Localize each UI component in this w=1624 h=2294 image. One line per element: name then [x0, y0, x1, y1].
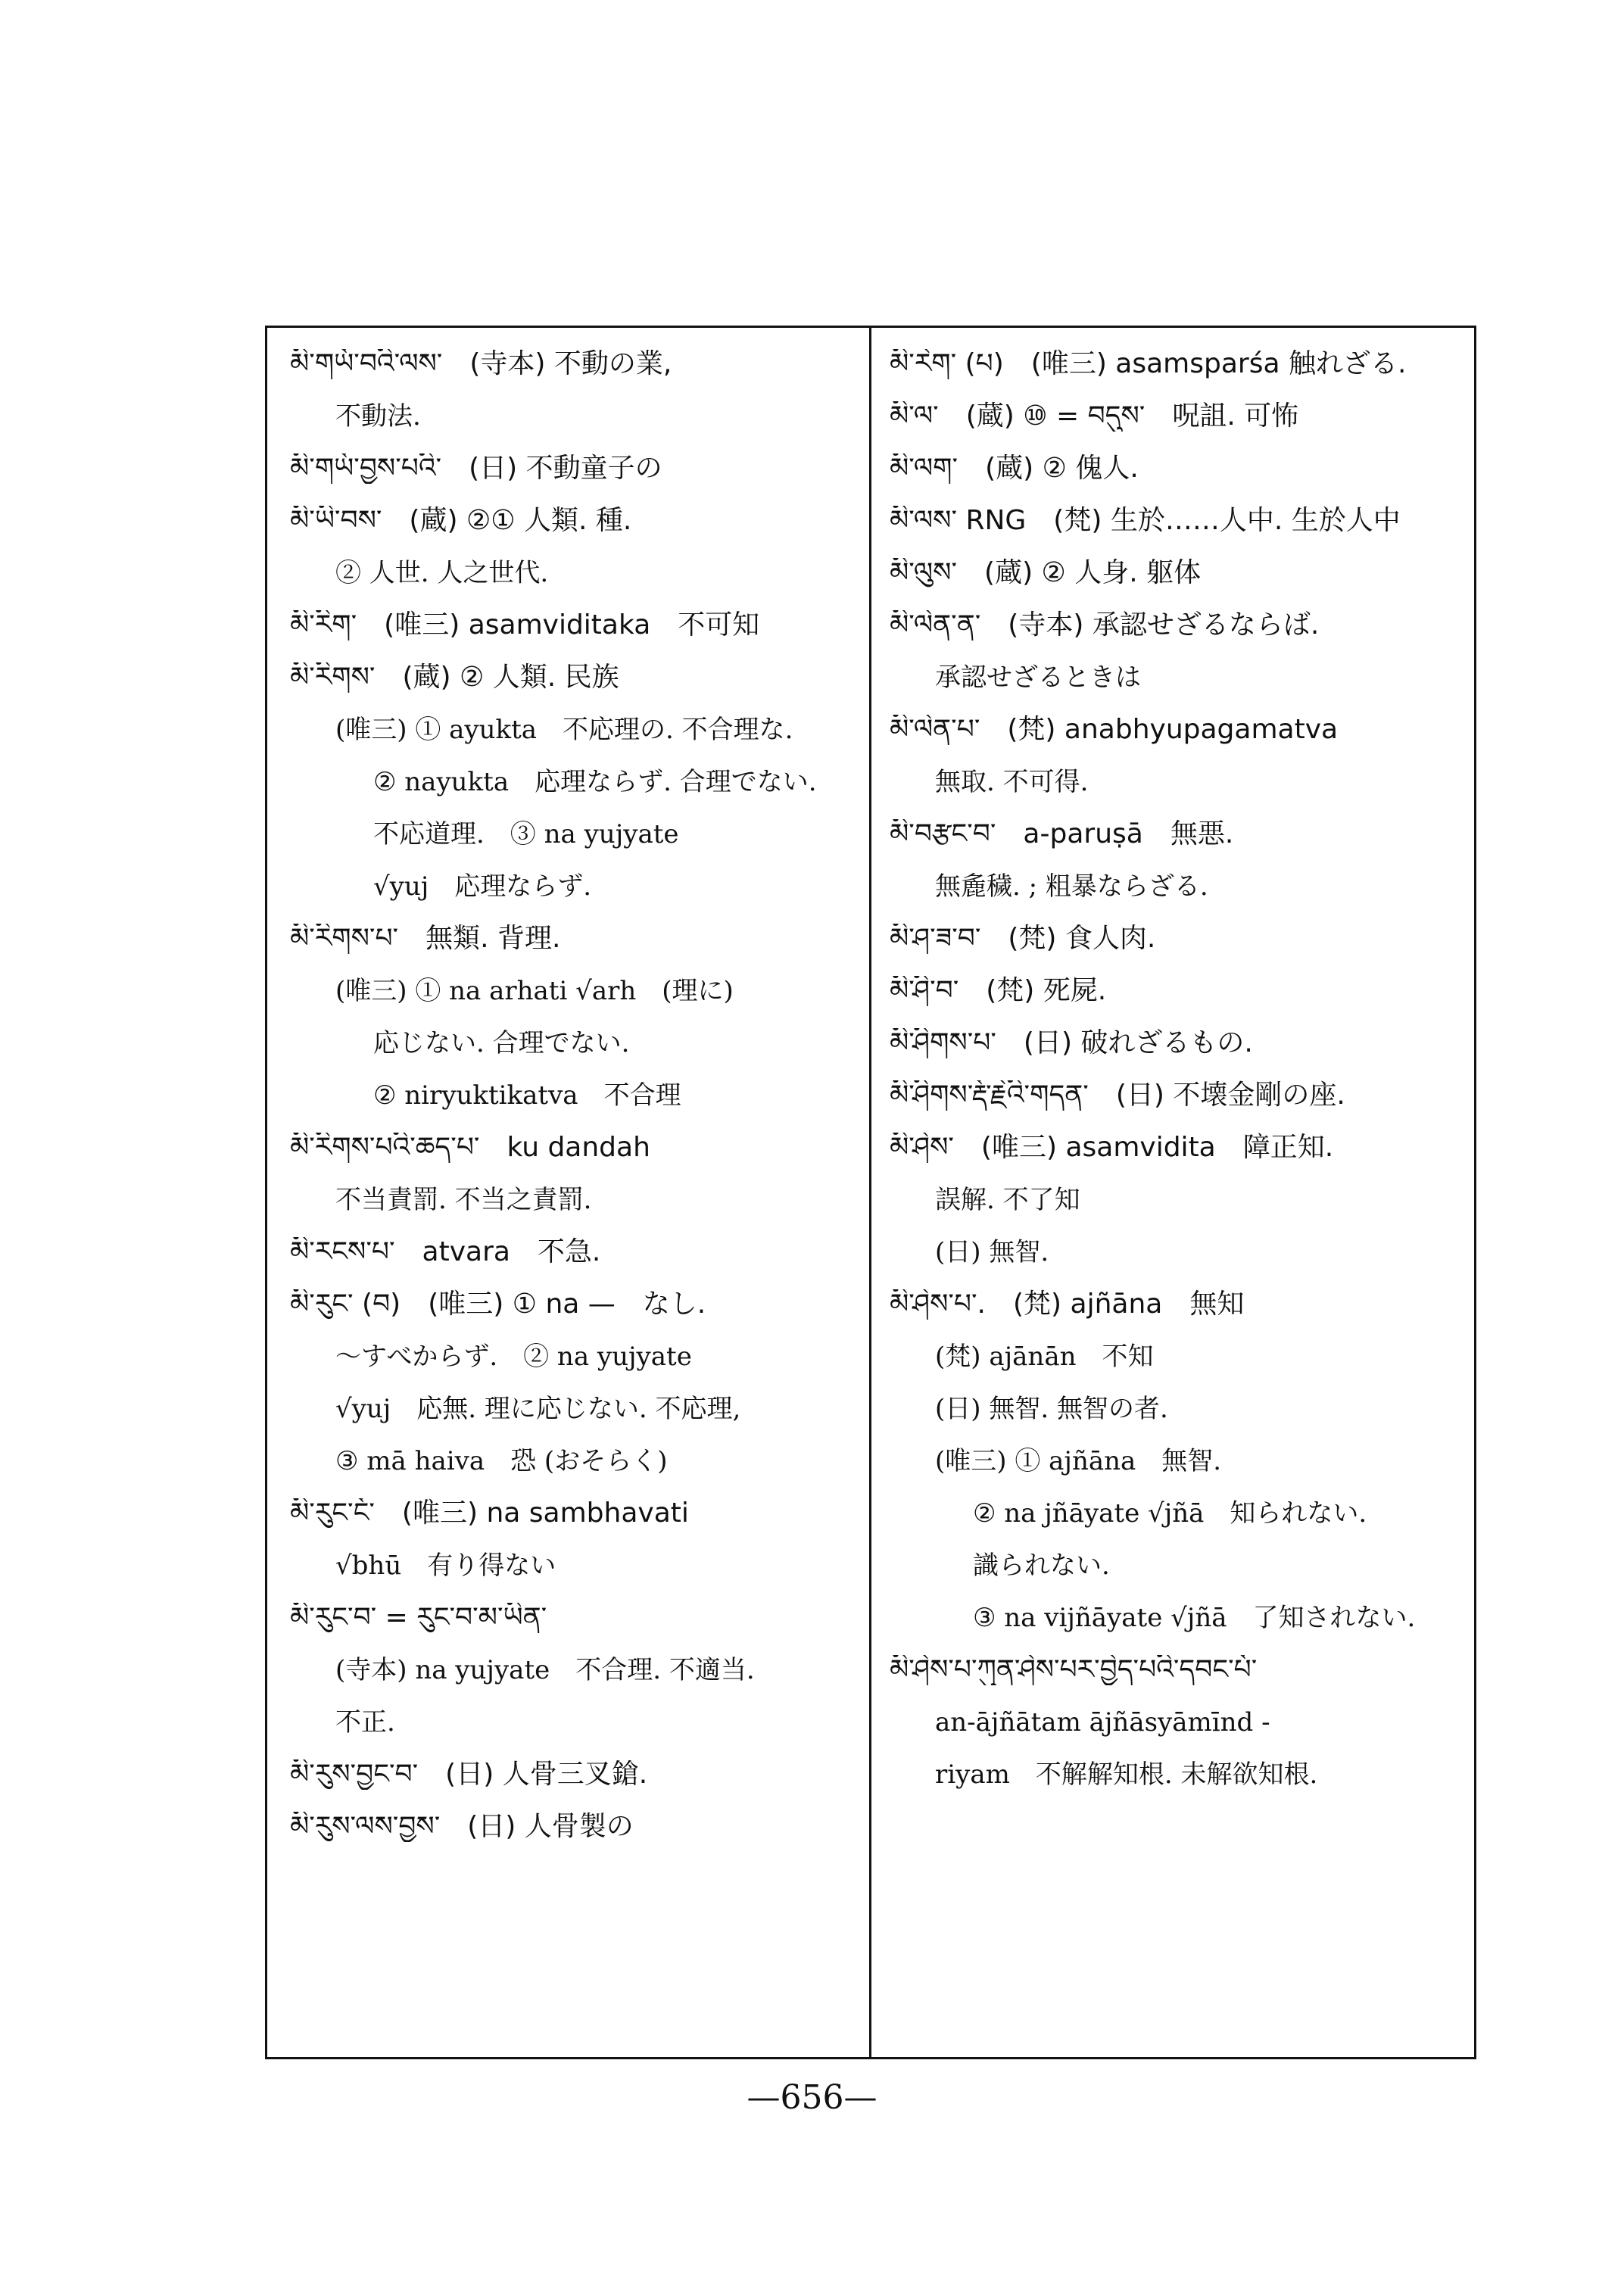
- dictionary-definition: ② nayukta 応理ならず. 合理でない.: [373, 767, 817, 797]
- dictionary-definition: √yuj 応無. 理に応じない. 不応理,: [335, 1394, 741, 1424]
- dictionary-definition: 不動法.: [335, 401, 421, 432]
- dictionary-definition: ② niryuktikatva 不合理: [373, 1080, 681, 1111]
- dictionary-headword: མི་ལས་ RNG (梵) 生於……人中. 生於人中: [890, 506, 1401, 536]
- dictionary-headword: མི་ཡི་བས་ (蔵) ②① 人類. 種.: [290, 506, 632, 536]
- dictionary-headword: མི་རིགས་པའི་ཆད་པ་ ku dandah: [290, 1133, 650, 1163]
- dictionary-headword: མི་ཤེས་ (唯三) asamvidita 障正知.: [890, 1133, 1334, 1163]
- dictionary-definition: (日) 無智.: [935, 1237, 1049, 1267]
- dictionary-definition: 識られない.: [973, 1551, 1110, 1581]
- dictionary-definition: (唯三) ① na arhati √arh (理に): [335, 976, 734, 1006]
- dictionary-definition: 不当責罰. 不当之責罰.: [335, 1185, 592, 1215]
- dictionary-headword: མི་རིགས་ (蔵) ② 人類. 民族: [290, 662, 619, 693]
- dictionary-definition: 承認せざるときは: [935, 662, 1141, 693]
- dictionary-headword: མི་རུང་ངོ་ (唯三) na sambhavati: [290, 1498, 689, 1529]
- dictionary-headword: མི་རུས་ལས་བྱས་ (日) 人骨製の: [290, 1812, 634, 1842]
- dictionary-headword: མི་ཤ་ཟ་བ་ (梵) 食人肉.: [890, 924, 1156, 954]
- dictionary-headword: མི་ཤིགས་རྡོ་རྗེའི་གདན་ (日) 不壊金剛の座.: [890, 1080, 1345, 1111]
- dictionary-headword: མི་རུས་བྱང་བ་ (日) 人骨三叉鎗.: [290, 1759, 648, 1790]
- dictionary-headword: མི་བརྩང་བ་ a-paruṣā 無悪.: [890, 819, 1234, 849]
- dictionary-headword: མི་ལུས་ (蔵) ② 人身. 躯体: [890, 558, 1202, 588]
- dictionary-headword: མི་ལེན་ན་ (寺本) 承認せざるならば.: [890, 610, 1320, 641]
- dictionary-headword: མི་རེག་ (པ) (唯三) asamsparśa 触れざる.: [890, 349, 1407, 379]
- column-divider: [869, 328, 871, 2057]
- dictionary-definition: √bhū 有り得ない: [335, 1551, 556, 1581]
- left-column: [290, 349, 865, 1864]
- dictionary-headword: མི་ཤེས་པ་. (梵) ajñāna 無知: [890, 1289, 1245, 1320]
- dictionary-headword: མི་གཡོ་བའི་ལས་ (寺本) 不動の業,: [290, 349, 672, 379]
- dictionary-headword: མི་རིགས་པ་ 無類. 背理.: [290, 924, 561, 954]
- dictionary-definition: 〜すべからず. ② na yujyate: [335, 1342, 692, 1372]
- dictionary-headword: མི་ཤི་བ་ (梵) 死屍.: [890, 976, 1107, 1006]
- dictionary-definition: ③ mā haiva 恐 (おそらく): [335, 1446, 668, 1476]
- dictionary-definition: 不応道理. ③ na yujyate: [373, 819, 679, 849]
- dictionary-definition: 不正.: [335, 1707, 395, 1738]
- dictionary-definition: 無取. 不可得.: [935, 767, 1089, 797]
- dictionary-definition: an-ājñātam ājñāsyāmīnd -: [935, 1707, 1270, 1738]
- dictionary-headword: མི་རུང་བ་ = རུང་བ་མ་ཡིན་: [290, 1603, 547, 1633]
- dictionary-headword: མི་རངས་པ་ atvara 不急.: [290, 1237, 601, 1267]
- dictionary-definition: (唯三) ① ajñāna 無智.: [935, 1446, 1222, 1476]
- dictionary-definition: 応じない. 合理でない.: [373, 1028, 630, 1058]
- dictionary-definition: (梵) ajānān 不知: [935, 1342, 1154, 1372]
- dictionary-headword: མི་ཤེས་པ་ཀུན་ཤེས་པར་བྱེད་པའི་དབང་པོ་: [890, 1655, 1258, 1685]
- dictionary-definition: ② 人世. 人之世代.: [335, 558, 549, 588]
- dictionary-headword: མི་ལག་ (蔵) ② 傀人.: [890, 454, 1139, 484]
- right-column: [890, 349, 1465, 1812]
- dictionary-definition: riyam 不解解知根. 未解欲知根.: [935, 1759, 1318, 1790]
- dictionary-headword: མི་རུང་ (བ) (唯三) ① na — なし.: [290, 1289, 706, 1320]
- dictionary-page-frame: [265, 326, 1476, 2059]
- dictionary-definition: √yuj 応理ならず.: [373, 871, 592, 902]
- dictionary-definition: (寺本) na yujyate 不合理. 不適当.: [335, 1655, 755, 1685]
- dictionary-definition: ③ na vijñāyate √jñā 了知されない.: [973, 1603, 1416, 1633]
- dictionary-definition: 無麁穢. ; 粗暴ならざる.: [935, 871, 1208, 902]
- dictionary-definition: (唯三) ① ayukta 不応理の. 不合理な.: [335, 715, 793, 745]
- dictionary-definition: ② na jñāyate √jñā 知られない.: [973, 1498, 1367, 1529]
- page-number: —656—: [747, 2078, 877, 2117]
- dictionary-headword: མི་ཤིགས་པ་ (日) 破れざるもの.: [890, 1028, 1253, 1058]
- dictionary-definition: (日) 無智. 無智の者.: [935, 1394, 1168, 1424]
- dictionary-headword: མི་ལ་ (蔵) ⑩ = བདུས་ 呪詛. 可怖: [890, 401, 1299, 432]
- dictionary-headword: མི་ལེན་པ་ (梵) anabhyupagamatva: [890, 715, 1339, 745]
- dictionary-headword: མི་རིག་ (唯三) asamviditaka 不可知: [290, 610, 760, 641]
- dictionary-headword: མི་གཡོ་བྱས་པའི་ (日) 不動童子の: [290, 454, 662, 484]
- dictionary-definition: 誤解. 不了知: [935, 1185, 1080, 1215]
